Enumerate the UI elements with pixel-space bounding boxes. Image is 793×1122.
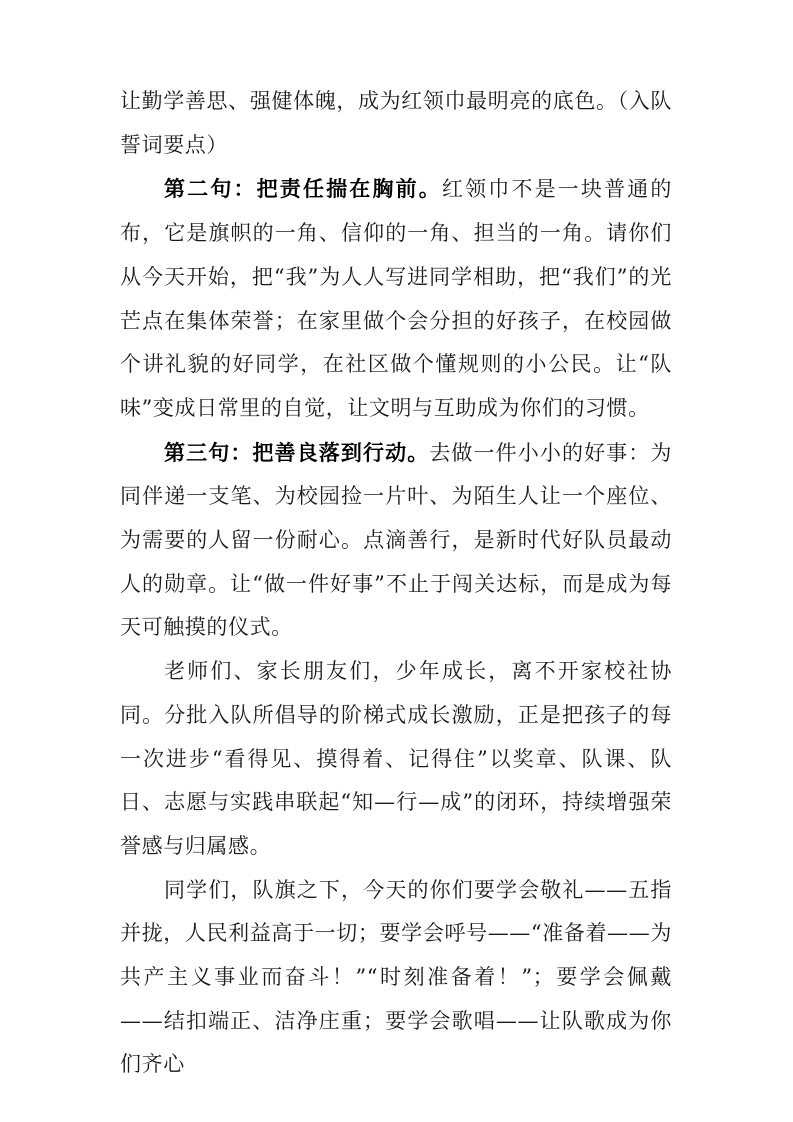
- paragraph-text: 让勤学善思、强健体魄，成为红领巾最明亮的底色。（入队誓词要点）: [120, 89, 672, 157]
- paragraph-text: 去做一件小小的好事：为同伴递一支笔、为校园捡一片叶、为陌生人让一个座位、为需要的人留一份耐心。点滴善行，是新时代好队员最动人的勋章。让“做一件好事”不止于闯关达标，而是成为每天可触摸的仪式。: [120, 440, 672, 640]
- paragraph-continuation: [120, 80, 672, 167]
- paragraph-third-sentence: [120, 431, 672, 651]
- paragraph-text: 老师们、家长朋友们，少年成长，离不开家校社协同。分批入队所倡导的阶梯式成长激励，正是把孩子的每一次进步“看得见、摸得着、记得住”以奖章、队课、队日、志愿与实践串联起“知—行—成”的闭环，持续增强荣誉感与归属感。: [120, 659, 672, 858]
- paragraph-teachers-parents: [120, 650, 672, 869]
- paragraph-heading: 第二句：把责任揣在胸前。: [164, 176, 442, 202]
- paragraph-students: [120, 869, 672, 1088]
- paragraph-text: 同学们，队旗之下，今天的你们要学会敬礼——五指并拢，人民利益高于一切；要学会呼号——“准备着——为共产主义事业而奋斗！”“时刻准备着！”；要学会佩戴——结扣端正、洁净庄重；要学会歌唱——让队歌成为你们齐心: [120, 877, 672, 1077]
- document-body: [120, 80, 672, 1087]
- paragraph-heading: 第三句：把善良落到行动。: [164, 439, 430, 465]
- paragraph-text: 红领巾不是一块普通的布，它是旗帜的一角、信仰的一角、担当的一角。请你们从今天开始，把“我”为人人写进同学相助，把“我们”的光芒点在集体荣誉；在家里做个会分担的好孩子，在校园做个讲礼貌的好同学，在社区做个懂规则的小公民。让“队味”变成日常里的自觉，让文明与互助成为你们的习惯。: [120, 177, 673, 420]
- paragraph-second-sentence: [120, 167, 672, 430]
